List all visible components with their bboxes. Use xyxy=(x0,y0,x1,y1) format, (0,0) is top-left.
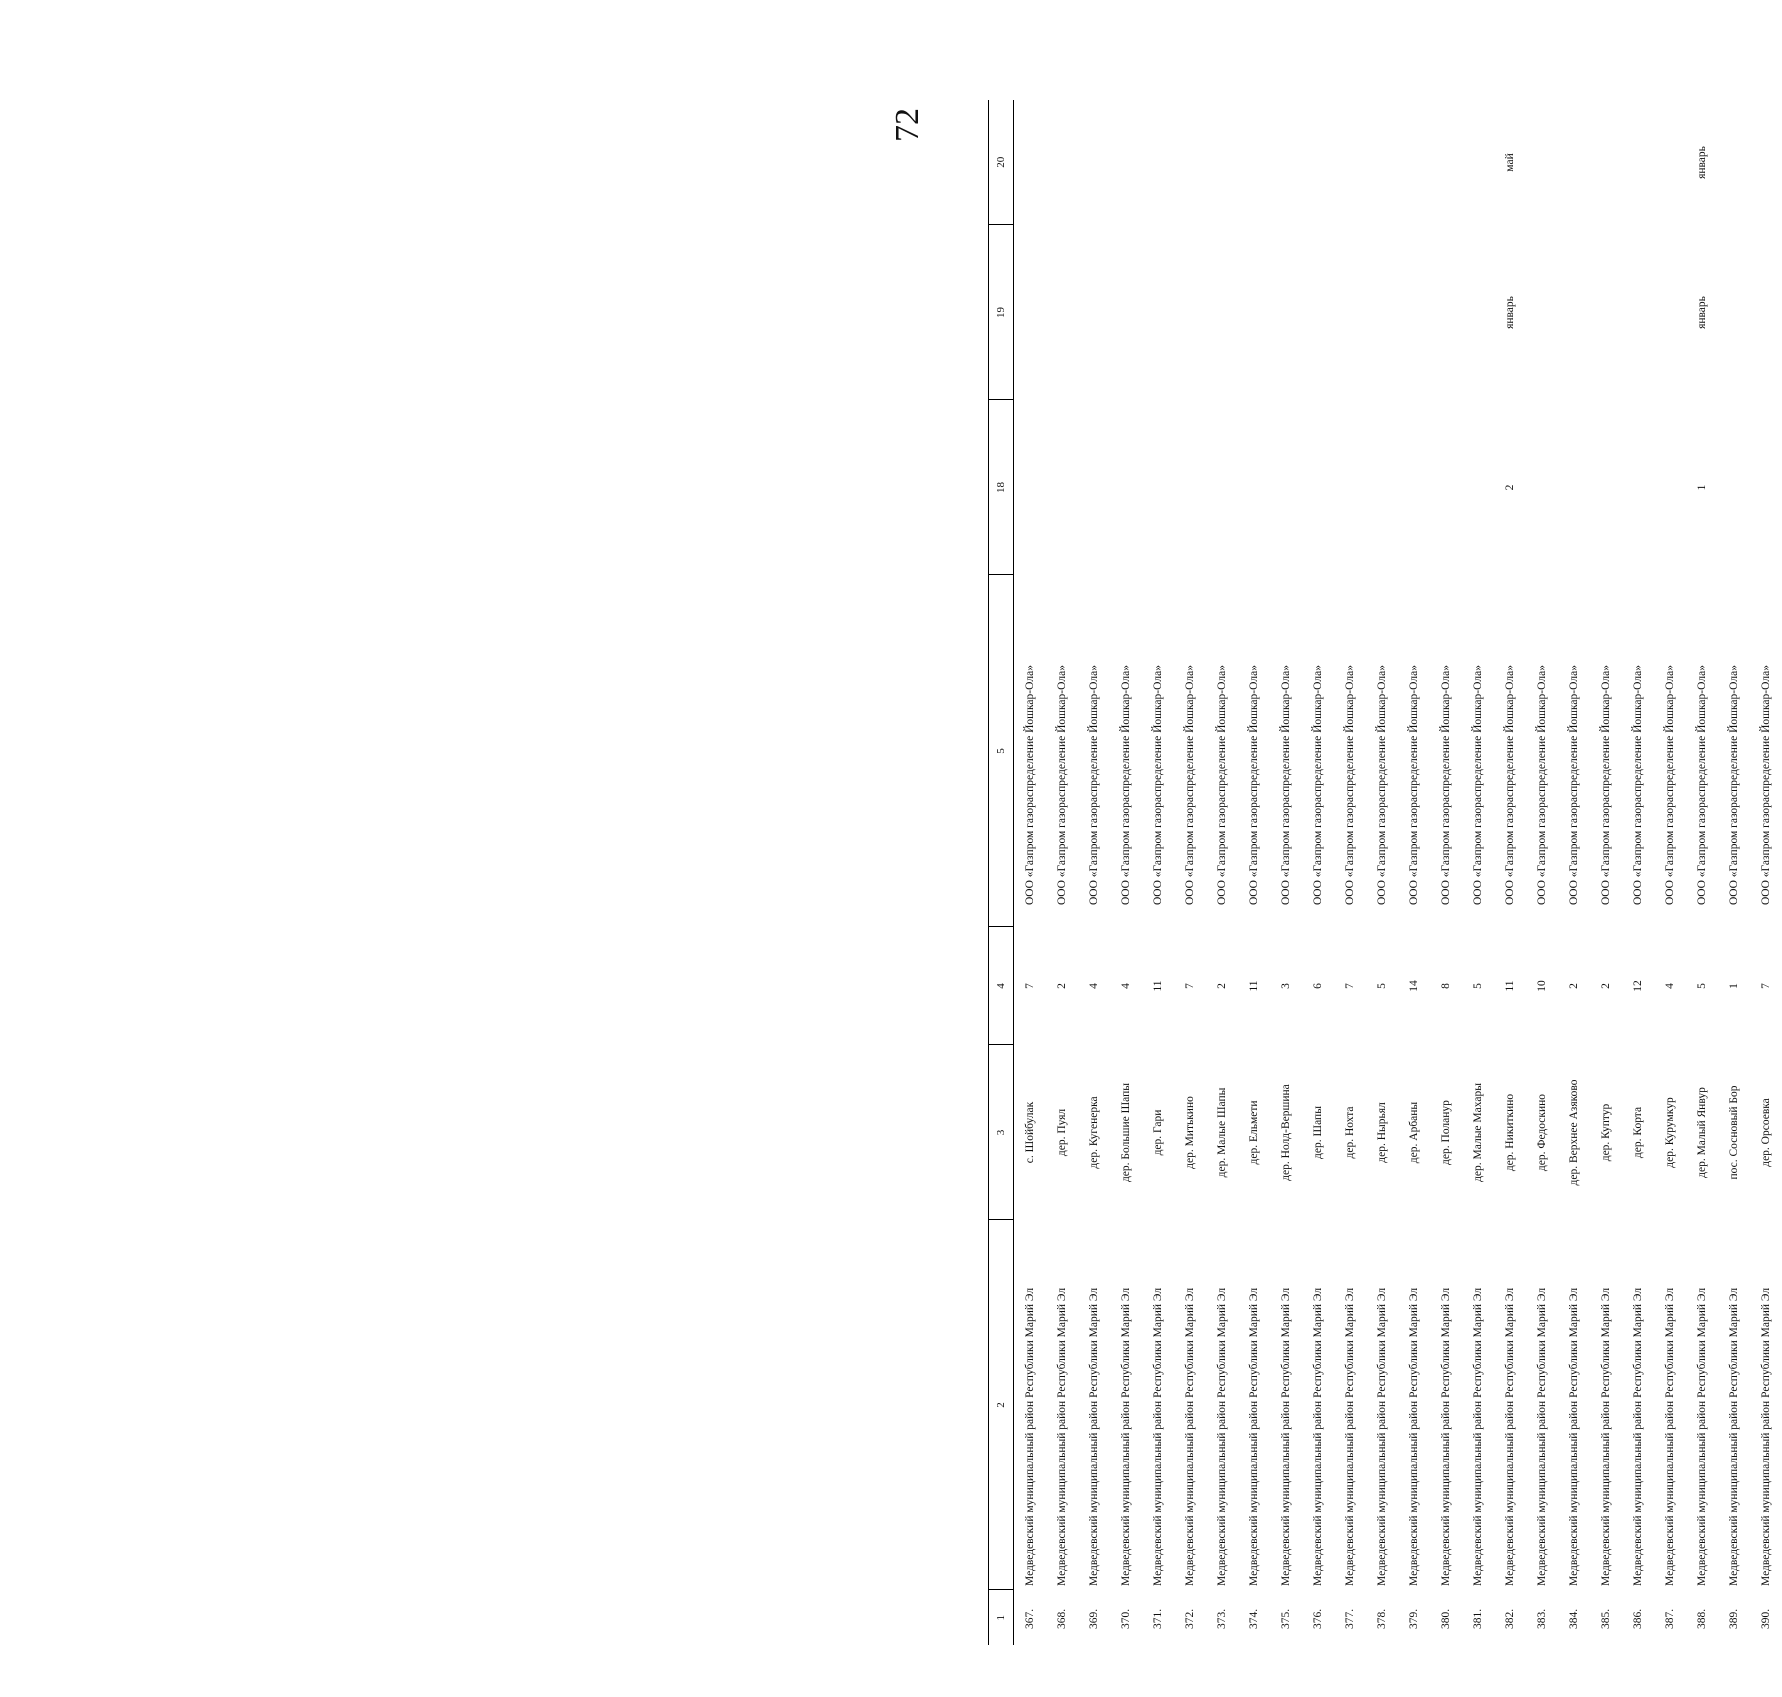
col19-cell xyxy=(1558,225,1590,400)
locality-cell: дер. Малые Махары xyxy=(1472,1083,1484,1182)
col18-cell xyxy=(1302,400,1334,575)
col20-cell: май xyxy=(1504,153,1516,172)
row-number: 371. xyxy=(1152,1608,1164,1629)
organization-cell: ООО «Газпром газораспределение Йошкар-Ола» xyxy=(1088,665,1100,905)
organization-cell: ООО «Газпром газораспределение Йошкар-Ола» xyxy=(1344,665,1356,905)
locality-cell: дер. Большие Шапы xyxy=(1120,1082,1132,1183)
table-row xyxy=(1270,100,1302,1645)
district-cell: Медведевский муниципальный район Республики Марий Эл xyxy=(1632,1287,1644,1586)
organization-cell: ООО «Газпром газораспределение Йошкар-Ола» xyxy=(1312,665,1324,905)
count-cell: 7 xyxy=(1184,983,1196,989)
col19-cell xyxy=(1238,225,1270,400)
col18-cell xyxy=(1206,400,1238,575)
organization-cell: ООО «Газпром газораспределение Йошкар-Ола» xyxy=(1152,665,1164,905)
row-number: 373. xyxy=(1216,1608,1228,1629)
count-cell: 2 xyxy=(1056,983,1068,989)
count-cell: 11 xyxy=(1504,980,1516,992)
row-number: 370. xyxy=(1120,1608,1132,1629)
district-cell: Медведевский муниципальный район Республики Марий Эл xyxy=(1504,1287,1516,1586)
organization-cell: ООО «Газпром газораспределение Йошкар-Ола» xyxy=(1120,665,1132,905)
count-cell: 6 xyxy=(1312,983,1324,989)
row-number: 377. xyxy=(1344,1608,1356,1629)
table-row xyxy=(1206,100,1238,1645)
count-cell: 5 xyxy=(1376,983,1388,989)
col20-cell: январь xyxy=(1696,146,1708,179)
row-number: 380. xyxy=(1440,1608,1452,1629)
district-cell: Медведевский муниципальный район Республики Марий Эл xyxy=(1056,1287,1068,1586)
col19-cell xyxy=(1526,225,1558,400)
table-row xyxy=(1302,100,1334,1645)
col18-cell: 2 xyxy=(1504,484,1516,491)
col19-cell xyxy=(1014,225,1047,400)
col19-cell xyxy=(1334,225,1366,400)
col18-cell xyxy=(1142,400,1174,575)
district-cell: Медведевский муниципальный район Республики Марий Эл xyxy=(1312,1287,1324,1586)
col18-cell xyxy=(1238,400,1270,575)
organization-cell: ООО «Газпром газораспределение Йошкар-Ола» xyxy=(1760,665,1772,905)
col18-cell: 1 xyxy=(1696,484,1708,491)
col18-cell xyxy=(1750,400,1782,575)
col18-cell xyxy=(1174,400,1206,575)
table-row xyxy=(1558,100,1590,1645)
col20-cell xyxy=(1462,100,1494,225)
col19-cell xyxy=(1046,225,1078,400)
row-number: 382. xyxy=(1504,1608,1516,1629)
rotated-table-container xyxy=(988,100,1772,1645)
row-number: 367. xyxy=(1024,1608,1036,1629)
row-number: 372. xyxy=(1184,1608,1196,1629)
table-row xyxy=(1046,100,1078,1645)
table-row xyxy=(1686,100,1718,1645)
table-body xyxy=(1014,100,1782,1645)
col18-cell xyxy=(1526,400,1558,575)
count-cell: 10 xyxy=(1536,980,1548,992)
organization-cell: ООО «Газпром газораспределение Йошкар-Ола» xyxy=(1664,665,1676,905)
col19-cell xyxy=(1654,225,1686,400)
district-cell: Медведевский муниципальный район Республики Марий Эл xyxy=(1760,1287,1772,1586)
locality-cell: дер. Митькино xyxy=(1184,1096,1196,1169)
organization-cell: ООО «Газпром газораспределение Йошкар-Ола» xyxy=(1184,665,1196,905)
locality-cell: дер. Арбаны xyxy=(1408,1101,1420,1164)
count-cell: 12 xyxy=(1632,980,1644,992)
count-cell: 1 xyxy=(1728,983,1740,989)
column-number-row xyxy=(988,100,1014,1645)
table-row xyxy=(1078,100,1110,1645)
col18-cell xyxy=(1622,400,1654,575)
locality-cell: дер. Ельмети xyxy=(1248,1100,1260,1165)
table-row xyxy=(1238,100,1270,1645)
district-cell: Медведевский муниципальный район Республики Марий Эл xyxy=(1728,1287,1740,1586)
locality-cell: дер. Малый Янвур xyxy=(1696,1087,1708,1178)
col19-cell xyxy=(1462,225,1494,400)
organization-cell: ООО «Газпром газораспределение Йошкар-Ола» xyxy=(1632,665,1644,905)
table-row xyxy=(1014,100,1047,1645)
col19-cell xyxy=(1078,225,1110,400)
organization-cell: ООО «Газпром газораспределение Йошкар-Ола» xyxy=(1376,665,1388,905)
col18-cell xyxy=(1270,400,1302,575)
district-cell: Медведевский муниципальный район Республики Марий Эл xyxy=(1216,1287,1228,1586)
count-cell: 2 xyxy=(1600,983,1612,989)
col20-cell xyxy=(1142,100,1174,225)
district-cell: Медведевский муниципальный район Республики Марий Эл xyxy=(1600,1287,1612,1586)
col20-cell xyxy=(1590,100,1622,225)
col18-cell xyxy=(1078,400,1110,575)
count-cell: 7 xyxy=(1024,983,1036,989)
col-header-19: 19 xyxy=(988,225,1014,400)
row-number: 374. xyxy=(1248,1608,1260,1629)
col20-cell xyxy=(1622,100,1654,225)
row-number: 381. xyxy=(1472,1608,1484,1629)
col19-cell xyxy=(1622,225,1654,400)
locality-cell: дер. Поланур xyxy=(1440,1100,1452,1165)
col18-cell xyxy=(1718,400,1750,575)
count-cell: 11 xyxy=(1152,980,1164,992)
row-number: 390. xyxy=(1760,1608,1772,1629)
organization-cell: ООО «Газпром газораспределение Йошкар-Ола» xyxy=(1472,665,1484,905)
row-number: 383. xyxy=(1536,1608,1548,1629)
table-row xyxy=(1174,100,1206,1645)
col20-cell xyxy=(1654,100,1686,225)
locality-cell: дер. Нохта xyxy=(1344,1106,1356,1159)
col20-cell xyxy=(1558,100,1590,225)
locality-cell: пос. Сосновый Бор xyxy=(1728,1085,1740,1180)
locality-cell: дер. Пуял xyxy=(1056,1108,1068,1157)
count-cell: 14 xyxy=(1408,980,1420,992)
organization-cell: ООО «Газпром газораспределение Йошкар-Ола» xyxy=(1696,665,1708,905)
locality-cell: дер. Верхнее Азяково xyxy=(1568,1079,1580,1186)
col18-cell xyxy=(1110,400,1142,575)
col20-cell xyxy=(1270,100,1302,225)
table-row xyxy=(1718,100,1750,1645)
col19-cell: январь xyxy=(1696,296,1708,329)
locality-cell: дер. Шапы xyxy=(1312,1106,1324,1159)
col18-cell xyxy=(1046,400,1078,575)
count-cell: 11 xyxy=(1248,980,1260,992)
col19-cell xyxy=(1206,225,1238,400)
district-cell: Медведевский муниципальный район Республики Марий Эл xyxy=(1696,1287,1708,1586)
col20-cell xyxy=(1718,100,1750,225)
locality-cell: дер. Федоскино xyxy=(1536,1093,1548,1172)
table-row xyxy=(1750,100,1782,1645)
col19-cell xyxy=(1142,225,1174,400)
count-cell: 3 xyxy=(1280,983,1292,989)
locality-cell: с. Шойбулак xyxy=(1024,1101,1036,1164)
col20-cell xyxy=(1366,100,1398,225)
table-row xyxy=(1366,100,1398,1645)
district-cell: Медведевский муниципальный район Республики Марий Эл xyxy=(1536,1287,1548,1586)
col20-cell xyxy=(1302,100,1334,225)
district-cell: Медведевский муниципальный район Республики Марий Эл xyxy=(1568,1287,1580,1586)
col18-cell xyxy=(1398,400,1430,575)
row-number: 388. xyxy=(1696,1608,1708,1629)
col20-cell xyxy=(1014,100,1047,225)
count-cell: 5 xyxy=(1472,983,1484,989)
count-cell: 2 xyxy=(1216,983,1228,989)
row-number: 375. xyxy=(1280,1608,1292,1629)
col20-cell xyxy=(1110,100,1142,225)
row-number: 379. xyxy=(1408,1608,1420,1629)
district-cell: Медведевский муниципальный район Республики Марий Эл xyxy=(1440,1287,1452,1586)
row-number: 385. xyxy=(1600,1608,1612,1629)
row-number: 386. xyxy=(1632,1608,1644,1629)
col19-cell xyxy=(1398,225,1430,400)
col20-cell xyxy=(1334,100,1366,225)
col18-cell xyxy=(1558,400,1590,575)
organization-cell: ООО «Газпром газораспределение Йошкар-Ола» xyxy=(1504,665,1516,905)
col18-cell xyxy=(1590,400,1622,575)
col-header-20: 20 xyxy=(988,100,1014,225)
district-cell: Медведевский муниципальный район Республики Марий Эл xyxy=(1088,1287,1100,1586)
col20-cell xyxy=(1526,100,1558,225)
organization-cell: ООО «Газпром газораспределение Йошкар-Ола» xyxy=(1280,665,1292,905)
locality-cell: дер. Нырьял xyxy=(1376,1102,1388,1163)
table-row xyxy=(1430,100,1462,1645)
row-number: 369. xyxy=(1088,1608,1100,1629)
row-number: 378. xyxy=(1376,1608,1388,1629)
district-cell: Медведевский муниципальный район Республики Марий Эл xyxy=(1472,1287,1484,1586)
count-cell: 7 xyxy=(1344,983,1356,989)
district-cell: Медведевский муниципальный район Республики Марий Эл xyxy=(1408,1287,1420,1586)
locality-cell: дер. Малые Шапы xyxy=(1216,1087,1228,1178)
col20-cell xyxy=(1078,100,1110,225)
locality-cell: дер. Куптур xyxy=(1600,1103,1612,1162)
locality-cell: дер. Кугенерка xyxy=(1088,1096,1100,1169)
organization-cell: ООО «Газпром газораспределение Йошкар-Ола» xyxy=(1216,665,1228,905)
col20-cell xyxy=(1046,100,1078,225)
col-header-5: 5 xyxy=(988,575,1014,927)
row-number: 387. xyxy=(1664,1608,1676,1629)
table-row xyxy=(1334,100,1366,1645)
district-cell: Медведевский муниципальный район Республики Марий Эл xyxy=(1280,1287,1292,1586)
col20-cell xyxy=(1174,100,1206,225)
col-header-1: 1 xyxy=(988,1590,1014,1645)
col19-cell xyxy=(1366,225,1398,400)
count-cell: 4 xyxy=(1120,983,1132,989)
organization-cell: ООО «Газпром газораспределение Йошкар-Ола» xyxy=(1568,665,1580,905)
organization-cell: ООО «Газпром газораспределение Йошкар-Ола» xyxy=(1248,665,1260,905)
locality-cell: дер. Нолд-Вершина xyxy=(1280,1084,1292,1181)
table-row xyxy=(1590,100,1622,1645)
col19-cell xyxy=(1590,225,1622,400)
row-number: 368. xyxy=(1056,1608,1068,1629)
district-cell: Медведевский муниципальный район Республики Марий Эл xyxy=(1152,1287,1164,1586)
district-cell: Медведевский муниципальный район Республики Марий Эл xyxy=(1664,1287,1676,1586)
top-rule xyxy=(988,100,989,1645)
organization-cell: ООО «Газпром газораспределение Йошкар-Ола» xyxy=(1024,665,1036,905)
locality-cell: дер. Никиткино xyxy=(1504,1093,1516,1172)
col18-cell xyxy=(1462,400,1494,575)
col19-cell xyxy=(1110,225,1142,400)
organization-cell: ООО «Газпром газораспределение Йошкар-Ола» xyxy=(1600,665,1612,905)
col18-cell xyxy=(1014,400,1047,575)
organization-cell: ООО «Газпром газораспределение Йошкар-Ола» xyxy=(1408,665,1420,905)
table-row xyxy=(1110,100,1142,1645)
col19-cell xyxy=(1430,225,1462,400)
gasification-table xyxy=(988,100,1782,1645)
col-header-3: 3 xyxy=(988,1045,1014,1220)
district-cell: Медведевский муниципальный район Республики Марий Эл xyxy=(1024,1287,1036,1586)
district-cell: Медведевский муниципальный район Республики Марий Эл xyxy=(1120,1287,1132,1586)
row-number: 376. xyxy=(1312,1608,1324,1629)
organization-cell: ООО «Газпром газораспределение Йошкар-Ола» xyxy=(1536,665,1548,905)
row-number: 389. xyxy=(1728,1608,1740,1629)
count-cell: 5 xyxy=(1696,983,1708,989)
locality-cell: дер. Курумкур xyxy=(1664,1097,1676,1168)
table-row xyxy=(1462,100,1494,1645)
table-row xyxy=(1622,100,1654,1645)
row-number: 384. xyxy=(1568,1608,1580,1629)
count-cell: 4 xyxy=(1664,983,1676,989)
district-cell: Медведевский муниципальный район Республики Марий Эл xyxy=(1344,1287,1356,1586)
col-header-18: 18 xyxy=(988,400,1014,575)
table-row xyxy=(1526,100,1558,1645)
col19-cell xyxy=(1270,225,1302,400)
col19-cell: январь xyxy=(1504,296,1516,329)
district-cell: Медведевский муниципальный район Республики Марий Эл xyxy=(1184,1287,1196,1586)
col20-cell xyxy=(1750,100,1782,225)
col19-cell xyxy=(1302,225,1334,400)
col19-cell xyxy=(1750,225,1782,400)
locality-cell: дер. Орсоевка xyxy=(1760,1098,1772,1167)
district-cell: Медведевский муниципальный район Республики Марий Эл xyxy=(1376,1287,1388,1586)
col20-cell xyxy=(1430,100,1462,225)
table-row xyxy=(1142,100,1174,1645)
col-header-2: 2 xyxy=(988,1220,1014,1590)
col18-cell xyxy=(1334,400,1366,575)
col19-cell xyxy=(1174,225,1206,400)
count-cell: 2 xyxy=(1568,983,1580,989)
col-header-4: 4 xyxy=(988,927,1014,1045)
col18-cell xyxy=(1366,400,1398,575)
col20-cell xyxy=(1206,100,1238,225)
district-cell: Медведевский муниципальный район Республики Марий Эл xyxy=(1248,1287,1260,1586)
page-number: 72 xyxy=(889,108,926,142)
organization-cell: ООО «Газпром газораспределение Йошкар-Ола» xyxy=(1440,665,1452,905)
locality-cell: дер. Корта xyxy=(1632,1106,1644,1159)
table-row xyxy=(1654,100,1686,1645)
col18-cell xyxy=(1430,400,1462,575)
organization-cell: ООО «Газпром газораспределение Йошкар-Ола» xyxy=(1056,665,1068,905)
table-row xyxy=(1494,100,1526,1645)
table-row xyxy=(1398,100,1430,1645)
count-cell: 4 xyxy=(1088,983,1100,989)
col19-cell xyxy=(1718,225,1750,400)
col20-cell xyxy=(1398,100,1430,225)
col20-cell xyxy=(1238,100,1270,225)
count-cell: 7 xyxy=(1760,983,1772,989)
locality-cell: дер. Гари xyxy=(1152,1109,1164,1156)
col18-cell xyxy=(1654,400,1686,575)
count-cell: 8 xyxy=(1440,983,1452,989)
organization-cell: ООО «Газпром газораспределение Йошкар-Ола» xyxy=(1728,665,1740,905)
